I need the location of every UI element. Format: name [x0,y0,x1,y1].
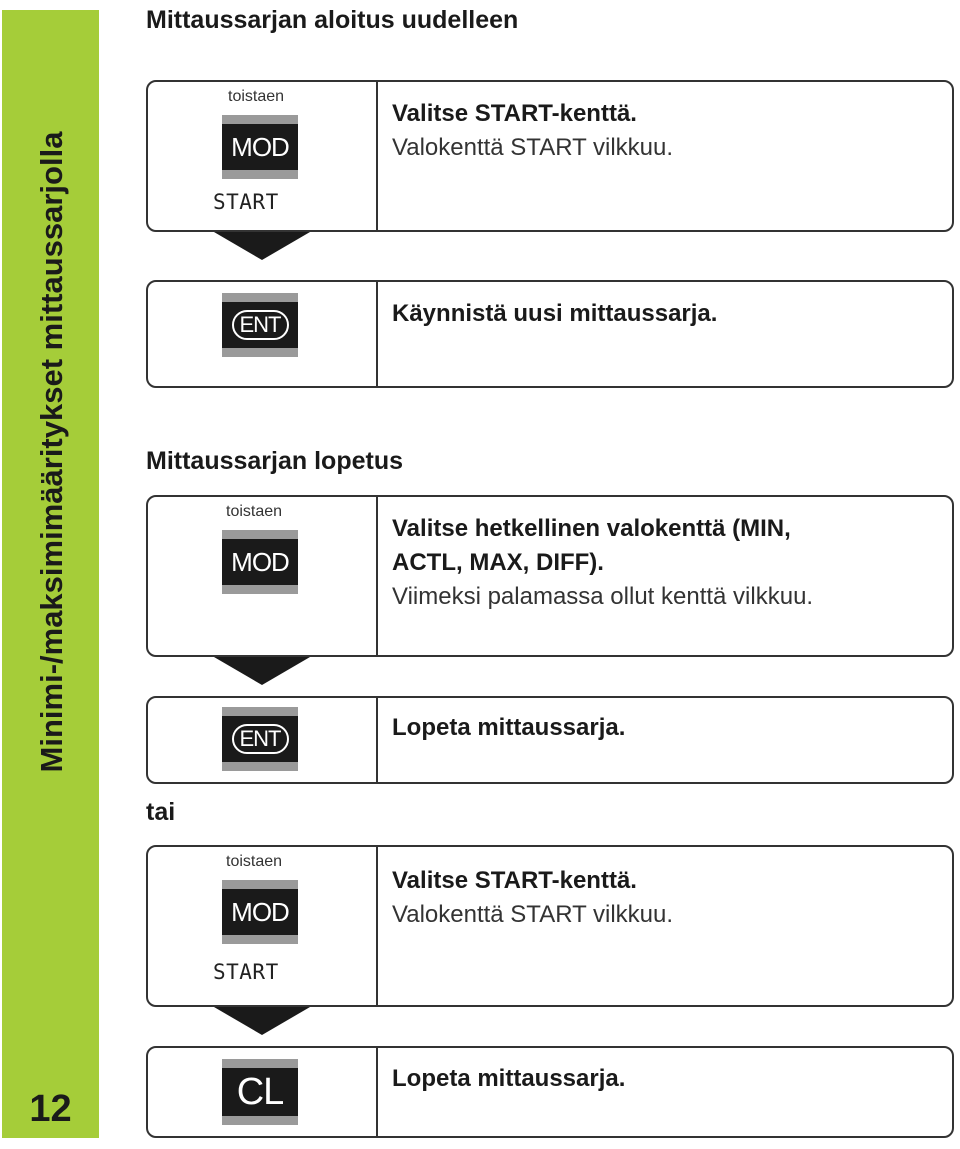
mod-key-label: MOD [231,131,289,162]
arrow-down-icon [214,657,310,685]
repeat-label: toistaen [226,853,283,870]
panel-divider [376,82,378,230]
step-text [392,864,673,932]
start-field-label: START [213,960,279,984]
panel-divider [376,1048,378,1136]
panel-divider [376,282,378,386]
step-note: Valokenttä START vilkkuu. [392,901,674,928]
step-text [392,97,673,165]
or-label: tai [146,798,176,826]
step-note: Valokenttä START vilkkuu. [392,134,674,161]
ent-key-label: ENT [232,310,289,340]
panel-divider [376,497,378,655]
panel-divider [376,698,378,782]
mod-key-label: MOD [231,546,289,577]
ent-key[interactable] [222,707,298,771]
step-instruction: Lopeta mittaussarja. [392,1065,626,1092]
step-instruction: Valitse hetkellinen valokenttä (MIN, [392,515,791,542]
step-text [392,297,717,331]
step-text [392,512,813,614]
repeat-label: toistaen [228,88,285,105]
mod-key[interactable] [222,115,298,179]
step-instruction-cont: ACTL, MAX, DIFF). [392,549,604,576]
ent-key[interactable] [222,293,298,357]
sidebar [2,10,99,1138]
mod-key[interactable] [222,880,298,944]
step-note: Viimeksi palamassa ollut kenttä vilkkuu. [392,583,814,610]
sidebar-title: Minimi-/maksimimääritykset mittaussarjolla [34,131,69,773]
step-instruction: Lopeta mittaussarja. [392,714,626,741]
arrow-down-icon [214,1007,310,1035]
mod-key-label: MOD [231,896,289,927]
step-text [392,1062,625,1096]
step-instruction: Käynnistä uusi mittaussarja. [392,300,718,327]
end-heading: Mittaussarjan lopetus [146,447,403,475]
ent-key-label: ENT [232,724,289,754]
step-instruction: Valitse START-kenttä. [392,867,637,894]
restart-heading: Mittaussarjan aloitus uudelleen [146,6,519,34]
start-field-label: START [213,190,279,214]
arrow-down-icon [214,232,310,260]
page-number: 12 [29,1088,72,1130]
step-text [392,711,625,745]
cl-key-label: CL [236,1070,284,1113]
cl-key[interactable] [222,1059,298,1125]
repeat-label: toistaen [226,503,283,520]
step-instruction: Valitse START-kenttä. [392,100,637,127]
panel-divider [376,847,378,1005]
mod-key[interactable] [222,530,298,594]
